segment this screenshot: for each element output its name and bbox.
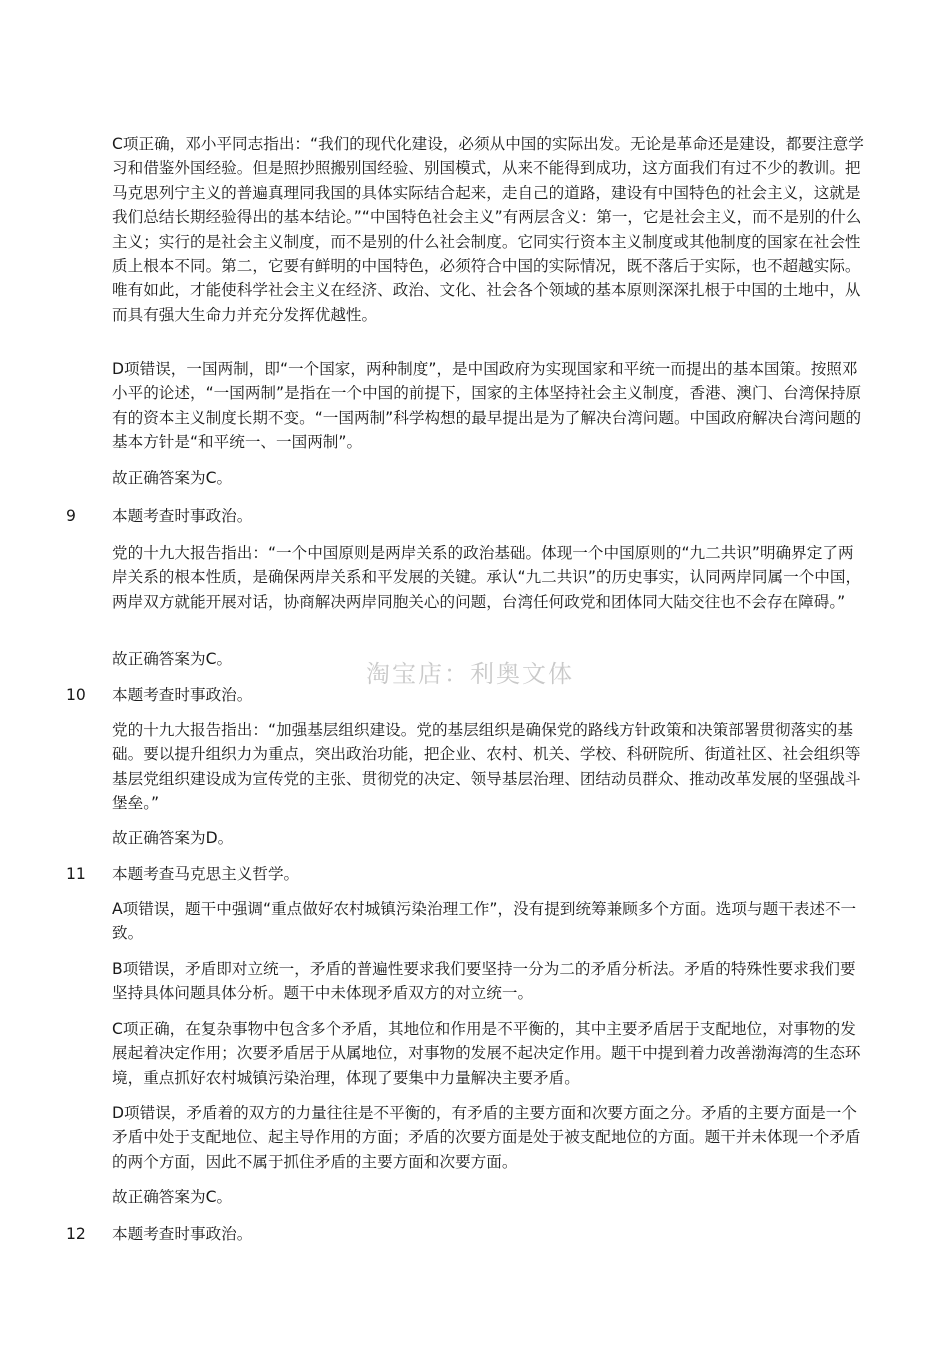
- question-topic: 本题考查时事政治。: [112, 686, 253, 704]
- question-number: 12: [66, 1225, 86, 1243]
- answer-line: 故正确答案为C。: [112, 1188, 233, 1206]
- question-number: 11: [66, 865, 86, 883]
- option-d-explanation-paragraph: D项错误，矛盾着的双方的力量往往是不平衡的，有矛盾的主要方面和次要方面之分。矛盾的主要方面是一个矛盾中处于支配地位、起主导作用的方面；矛盾的次要方面是处于被支配地位的方面。题干并未体现一个矛盾的两个方面，因此不属于抓住矛盾的主要方面和次要方面。: [112, 1104, 861, 1171]
- question-topic: 本题考查马克思主义哲学。: [112, 865, 300, 883]
- option-a-explanation-paragraph: A项错误，题干中强调“重点做好农村城镇污染治理工作”，没有提到统筹兼顾多个方面。选项与题干表述不一致。: [112, 900, 857, 943]
- answer-line: 故正确答案为C。: [112, 650, 233, 668]
- answer-line: 故正确答案为D。: [112, 829, 234, 847]
- watermark: 淘宝店：利奥文体: [366, 660, 574, 688]
- explanation-paragraph: 党的十九大报告指出：“一个中国原则是两岸关系的政治基础。体现一个中国原则的“九二共识”明确界定了两岸关系的根本性质，是确保两岸关系和平发展的关键。承认“九二共识”的历史事实，认同两岸同属一个中国，两岸双方就能开展对话，协商解决两岸同胞关心的问题，台湾任何政党和团体同大陆交往也不会存在障碍。”: [112, 544, 862, 611]
- option-b-explanation-paragraph: B项错误，矛盾即对立统一，矛盾的普遍性要求我们要坚持一分为二的矛盾分析法。矛盾的特殊性要求我们要坚持具体问题具体分析。题干中未体现矛盾双方的对立统一。: [112, 960, 856, 1003]
- question-number: 9: [66, 507, 76, 525]
- option-c-explanation-paragraph: C项正确，邓小平同志指出：“我们的现代化建设，必须从中国的实际出发。无论是革命还是建设，都要注意学习和借鉴外国经验。但是照抄照搬别国经验、别国模式，从来不能得到成功，这方面我们有过不少的教训。把马克思列宁主义的普遍真理同我国的具体实际结合起来，走自己的道路，建设有中国特色的社会主义，这就是我们总结长期经验得出的基本结论。”“中国特色社会主义”有两层含义：第一，它是社会主义，而不是别的什么主义；实行的是社会主义制度，而不是别的什么社会制度。它同实行资本主义制度或其他制度的国家在社会性质上根本不同。第二，它要有鲜明的中国特色，必须符合中国的实际情况，既不落后于实际，也不超越实际。唯有如此，才能使科学社会主义在经济、政治、文化、社会各个领域的基本原则深深扎根于中国的土地中，从而具有强大生命力并充分发挥优越性。: [112, 135, 864, 324]
- explanation-paragraph: 党的十九大报告指出：“加强基层组织建设。党的基层组织是确保党的路线方针政策和决策部署贯彻落实的基础。要以提升组织力为重点，突出政治功能，把企业、农村、机关、学校、科研院所、街道社区、社会组织等基层党组织建设成为宣传党的主张、贯彻党的决定、领导基层治理、团结动员群众、推动改革发展的坚强战斗堡垒。”: [112, 721, 861, 813]
- answer-line: 故正确答案为C。: [112, 469, 233, 487]
- question-number: 10: [66, 686, 86, 704]
- question-topic: 本题考查时事政治。: [112, 1225, 253, 1243]
- option-c-explanation-paragraph: C项正确，在复杂事物中包含多个矛盾，其地位和作用是不平衡的，其中主要矛盾居于支配地位，对事物的发展起着决定作用；次要矛盾居于从属地位，对事物的发展不起决定作用。题干中提到着力改善渤海湾的生态环境，重点抓好农村城镇污染治理，体现了要集中力量解决主要矛盾。: [112, 1020, 861, 1087]
- question-topic: 本题考查时事政治。: [112, 507, 253, 525]
- option-d-explanation-paragraph: D项错误，一国两制，即“一个国家，两种制度”，是中国政府为实现国家和平统一而提出的基本国策。按照邓小平的论述，“一国两制”是指在一个中国的前提下，国家的主体坚持社会主义制度，香港、澳门、台湾保持原有的资本主义制度长期不变。“一国两制”科学构想的最早提出是为了解决台湾问题。中国政府解决台湾问题的基本方针是“和平统一、一国两制”。: [112, 360, 862, 452]
